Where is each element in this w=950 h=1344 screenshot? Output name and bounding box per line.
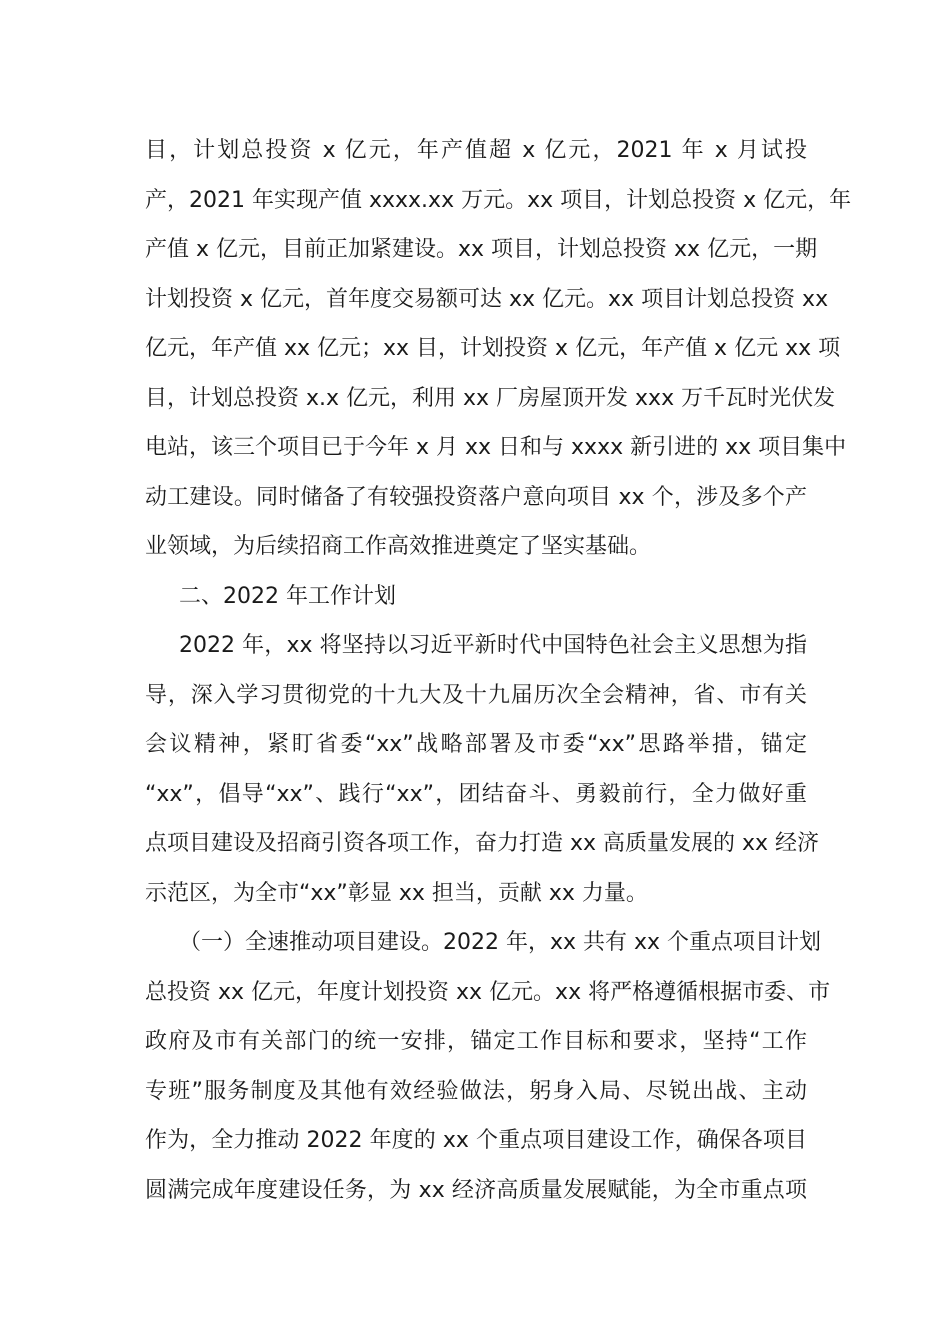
text-line: 目，计划总投资 x 亿元，年产值超 x 亿元，2021 年 x 月试投 [145, 138, 807, 163]
paragraph-first-line: （一）全速推动项目建设。2022 年，xx 共有 xx 个重点项目计划 [179, 930, 822, 955]
section-heading: 二、2022 年工作计划 [179, 583, 396, 609]
text-line: 专班”服务制度及其他有效经验做法，躬身入局、尽锐出战、主动 [145, 1078, 807, 1104]
text-line: 导，深入学习贯彻党的十九大及十九届历次全会精神，省、市有关 [145, 682, 807, 708]
text-line: 总投资 xx 亿元，年度计划投资 xx 亿元。xx 将严格遵循根据市委、市 [145, 979, 831, 1005]
body-text [145, 126, 852, 1215]
text-line: 点项目建设及招商引资各项工作，奋力打造 xx 高质量发展的 xx 经济 [145, 831, 820, 856]
text-line: 计划投资 x 亿元，首年度交易额可达 xx 亿元。xx 项目计划总投资 xx [145, 286, 829, 312]
paragraph-first-line: 2022 年，xx 将坚持以习近平新时代中国特色社会主义思想为指 [179, 633, 807, 658]
text-line: 亿元，年产值 xx 亿元；xx 目，计划投资 x 亿元，年产值 x 亿元 xx 项 [145, 336, 841, 361]
text-line: 电站，该三个项目已于今年 x 月 xx 日和与 xxxx 新引进的 xx 项目集中 [145, 435, 847, 460]
text-line: “xx”，倡导“xx”、践行“xx”，团结奋斗、勇毅前行，全力做好重 [145, 781, 807, 807]
text-line: 圆满完成年度建设任务，为 xx 经济高质量发展赋能，为全市重点项 [145, 1177, 807, 1203]
text-line: 产值 x 亿元，目前正加紧建设。xx 项目，计划总投资 xx 亿元，一期 [145, 237, 818, 262]
text-line: 作为，全力推动 2022 年度的 xx 个重点项目建设工作，确保各项目 [145, 1128, 807, 1153]
paragraph-last-line: 示范区，为全市“xx”彰显 xx 担当，贡献 xx 力量。 [145, 880, 648, 906]
text-line: 政府及市有关部门的统一安排，锚定工作目标和要求，坚持“工作 [145, 1029, 807, 1054]
text-line: 会议精神，紧盯省委“xx”战略部署及市委“xx”思路举措，锚定 [145, 732, 807, 757]
paragraph-last-line: 业领域，为后续招商工作高效推进奠定了坚实基础。 [145, 534, 652, 559]
text-line: 产，2021 年实现产值 xxxx.xx 万元。xx 项目，计划总投资 x 亿元，年 [145, 187, 852, 213]
text-line: 目，计划总投资 x.x 亿元，利用 xx 厂房屋顶开发 xxx 万千瓦时光伏发 [145, 385, 836, 411]
text-line: 动工建设。同时储备了有较强投资落户意向项目 xx 个，涉及多个产 [145, 484, 807, 510]
